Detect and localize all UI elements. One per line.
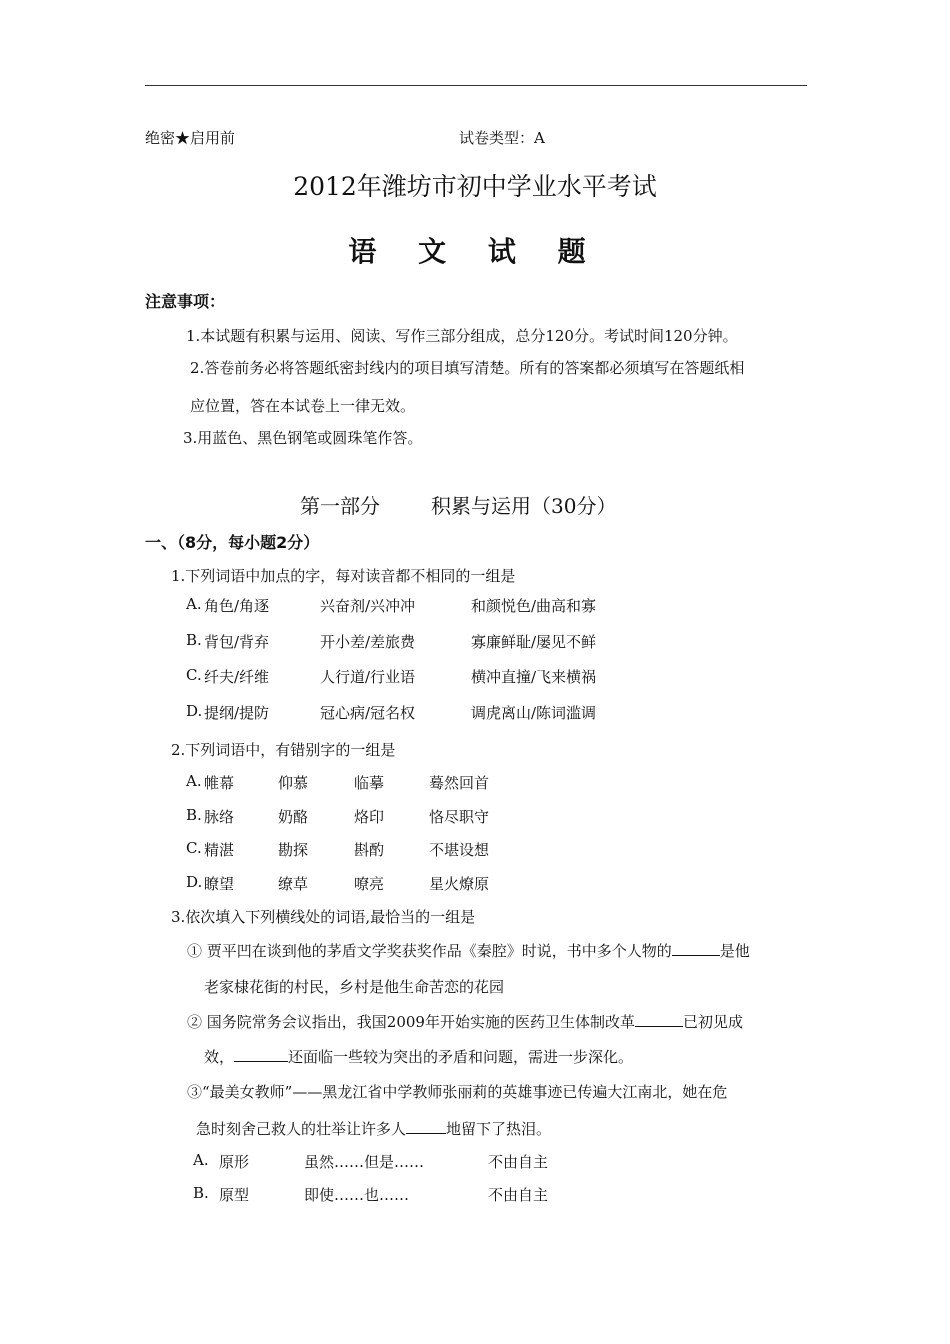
q3-option-word: 即使……也…… [304,1186,410,1204]
q1-option-word: 开小差/差旅费 [320,633,416,651]
notice-item: 3.用蓝色、黑色钢笔或圆珠笔作答。 [183,429,423,447]
q2-option-word: 仰慕 [278,774,309,792]
q3-sentence-1-cont: 老家棣花街的村民，乡村是他生命苦恋的花园 [204,978,505,996]
q2-option-label: D. [186,873,203,891]
q1-stem: 1.下列词语中加点的字，每对读音都不相同的一组是 [171,567,516,585]
q3-sentence-text: 已初见成 [682,1013,743,1031]
q3-sentence-text: 效， [204,1048,235,1066]
q3-option-word: 不由自主 [488,1153,549,1171]
part1-title: 积累与运用（30分） [431,494,617,518]
secret-mark: 绝密★启用前 [145,129,236,147]
q3-sentence-text: ① 贾平凹在谈到他的茅盾文学奖获奖作品《秦腔》时说，书中多个人物的 [187,942,672,960]
q2-option-word: 斟酌 [354,841,385,859]
q2-option-word: 奶酪 [278,808,309,826]
q1-option-label: A. [186,595,202,613]
q3-stem: 3.依次填入下列横线处的词语,最恰当的一组是 [171,908,476,926]
q1-option-label: B. [186,631,202,649]
q1-option-label: D. [186,702,203,720]
q3-sentence-text: 急时刻舍己救人的壮举让许多人 [196,1120,407,1138]
q1-option-word: 兴奋剂/兴冲冲 [320,597,416,615]
q3-option-word: 不由自主 [488,1186,549,1204]
q3-option-word: 虽然……但是…… [304,1153,425,1171]
q2-option-word: 不堪设想 [429,841,490,859]
q2-stem: 2.下列词语中，有错别字的一组是 [171,741,396,759]
q1-option-word: 调虎离山/陈词滥调 [471,704,597,722]
notice-item: 应位置，答在本试卷上一律无效。 [190,397,416,415]
fill-blank [635,1013,683,1027]
q2-option-word: 恪尽职守 [429,808,490,826]
q2-option-word: 勘探 [278,841,309,859]
q1-option-word: 和颜悦色/曲高和寡 [471,597,597,615]
q3-sentence-2 [187,1011,743,1032]
q2-option-word: 精湛 [204,841,235,859]
fill-blank [234,1048,288,1062]
q2-option-label: A. [186,772,202,790]
q3-sentence-text: 地留下了热泪。 [446,1120,552,1138]
section1-heading: 一、（8分，每小题2分） [145,533,320,552]
q3-option-label: A. [193,1151,209,1169]
q3-sentence-3: ③“最美女教师”——黑龙江省中学教师张丽莉的英雄事迹已传遍大江南北，她在危 [187,1083,728,1101]
q1-option-word: 冠心病/冠名权 [320,704,416,722]
q2-option-word: 烙印 [354,808,385,826]
q2-option-label: C. [186,839,202,857]
q3-sentence-text: 是他 [719,942,750,960]
q2-option-word: 蓦然回首 [429,774,490,792]
notice-item: 1.本试题有积累与运用、阅读、写作三部分组成，总分120分。考试时间120分钟。 [186,327,738,345]
exam-title: 2012年潍坊市初中学业水平考试 [293,172,657,201]
q1-option-label: C. [186,666,202,684]
q2-option-word: 嘹亮 [354,875,385,893]
q1-option-word: 提纲/提防 [204,704,270,722]
paper-type: 试卷类型：A [459,129,545,147]
q1-option-word: 纤夫/纤维 [204,668,270,686]
q3-option-label: B. [193,1184,209,1202]
q2-option-word: 脉络 [204,808,235,826]
q2-option-label: B. [186,806,202,824]
q1-option-word: 背包/背弃 [204,633,270,651]
notice-item: 2.答卷前务必将答题纸密封线内的项目填写清楚。所有的答案都必须填写在答题纸相 [190,359,745,377]
q1-option-word: 横冲直撞/飞来横祸 [471,668,597,686]
q3-option-word: 原形 [219,1153,250,1171]
q2-option-word: 瞭望 [204,875,235,893]
q2-option-word: 缭草 [278,875,309,893]
q3-option-word: 原型 [219,1186,250,1204]
q1-option-word: 角色/角逐 [204,597,270,615]
q2-option-word: 星火燎原 [429,875,490,893]
q1-option-word: 寡廉鲜耻/屡见不鲜 [471,633,597,651]
q3-sentence-text: ② 国务院常务会议指出，我国2009年开始实施的医药卫生体制改革 [187,1013,635,1031]
fill-blank [672,942,720,956]
fill-blank [406,1120,446,1134]
q3-sentence-2-cont [204,1046,633,1067]
q2-option-word: 帷幕 [204,774,235,792]
q2-option-word: 临摹 [354,774,385,792]
q1-option-word: 人行道/行业语 [320,668,416,686]
q3-sentence-1 [187,940,750,961]
subject-title: 语 文 试 题 [348,235,602,268]
q3-sentence-text: 还面临一些较为突出的矛盾和问题，需进一步深化。 [288,1048,634,1066]
notice-heading: 注意事项： [145,292,226,311]
part1-name: 第一部分 [300,494,380,518]
q3-sentence-3-cont [196,1118,551,1139]
top-rule [145,85,807,86]
